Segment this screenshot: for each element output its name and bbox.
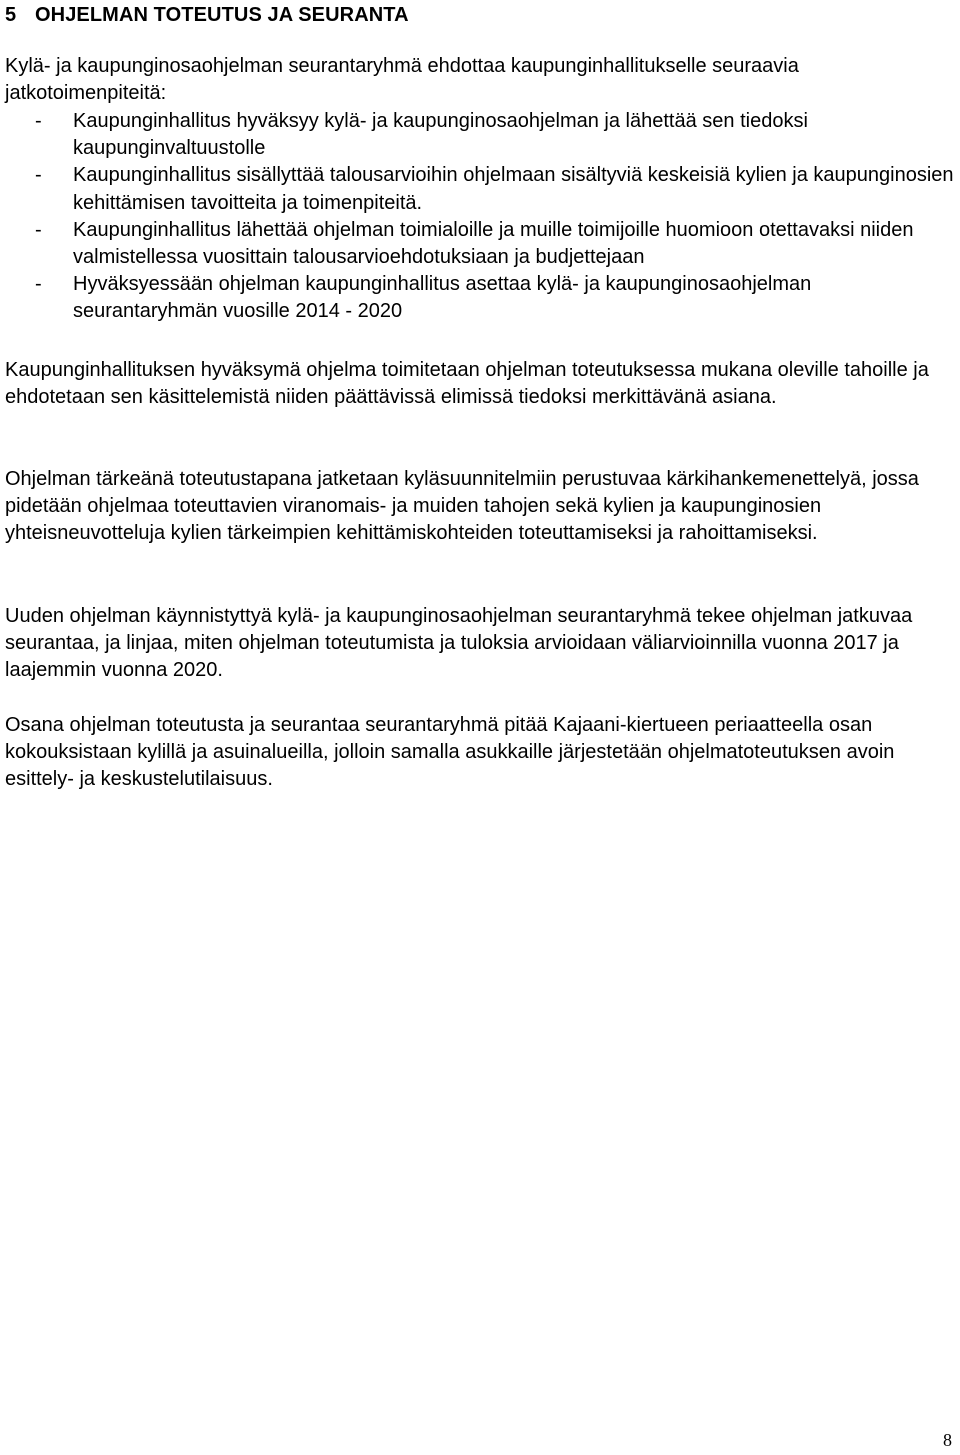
bullet-dash: - (35, 218, 42, 241)
list-item (5, 217, 955, 271)
list-item-text: Kaupunginhallitus hyväksyy kylä- ja kaupunginosaohjelman ja lähettää sen tiedoksi kaupunginvaltuustolle (73, 110, 808, 160)
list-item (5, 108, 955, 162)
list-item-text: Kaupunginhallitus sisällyttää talousarvioihin ohjelmaan sisältyviä keskeisiä kylien ja kaupunginosien kehittämisen tavoitteita ja toimenpiteitä. (73, 164, 954, 214)
bullet-dash: - (35, 110, 42, 132)
section-title: OHJELMAN TOTEUTUS JA SEURANTA (35, 4, 409, 26)
list-item-text: Kaupunginhallitus lähettää ohjelman toimialoille ja muille toimijoille huomioon otettavaksi niiden valmistellessa vuosittain talousarvioehdotuksiaan ja budjettejaan (73, 218, 914, 269)
body-paragraph: Osana ohjelman toteutusta ja seurantaa seurantaryhmä pitää Kajaani-kiertueen periaatteella osan kokouksistaan kylillä ja asuinalueilla, jolloin samalla asukkaille järjestetään ohjelmatoteutuksen avoin esittely- ja keskustelutilaisuus. (5, 714, 895, 791)
page-number: 8 (943, 1430, 952, 1450)
intro-paragraph: Kylä- ja kaupunginosaohjelman seurantaryhmä ehdottaa kaupunginhallitukselle seuraavia jatkotoimenpiteitä: (5, 55, 799, 105)
action-list (5, 108, 955, 326)
body-paragraph: Ohjelman tärkeänä toteutustapana jatketaan kyläsuunnitelmiin perustuvaa kärkihankemenettelyä, jossa pidetään ohjelmaa toteuttavien viranomais- ja muiden tahojen sekä kylien ja kaupunginosien yhteisneuvotteluja kylien tärkeimpien kehittämiskohteiden toteuttamiseksi ja rahoittamiseksi. (5, 468, 919, 545)
list-item (5, 271, 955, 325)
bullet-dash: - (35, 164, 42, 187)
bullet-dash: - (35, 273, 42, 296)
section-heading (5, 1, 409, 29)
list-item-text: Hyväksyessään ohjelman kaupunginhallitus asettaa kylä- ja kaupunginosaohjelman seurantaryhmän vuosille 2014 - 2020 (73, 273, 812, 323)
body-paragraph: Kaupunginhallituksen hyväksymä ohjelma toimitetaan ohjelman toteutuksessa mukana oleville tahoille ja ehdotetaan sen käsittelemistä niiden päättävissä elimissä tiedoksi merkittävänä asiana. (5, 359, 929, 409)
section-number: 5 (5, 4, 17, 26)
body-paragraph: Uuden ohjelman käynnistyttyä kylä- ja kaupunginosaohjelman seurantaryhmä tekee ohjelman jatkuvaa seurantaa, ja linjaa, miten ohjelman toteutumista ja tuloksia arvioidaan väliarvioinnilla vuonna 2017 ja laajemmin vuonna 2020. (5, 605, 913, 682)
list-item (5, 162, 955, 216)
